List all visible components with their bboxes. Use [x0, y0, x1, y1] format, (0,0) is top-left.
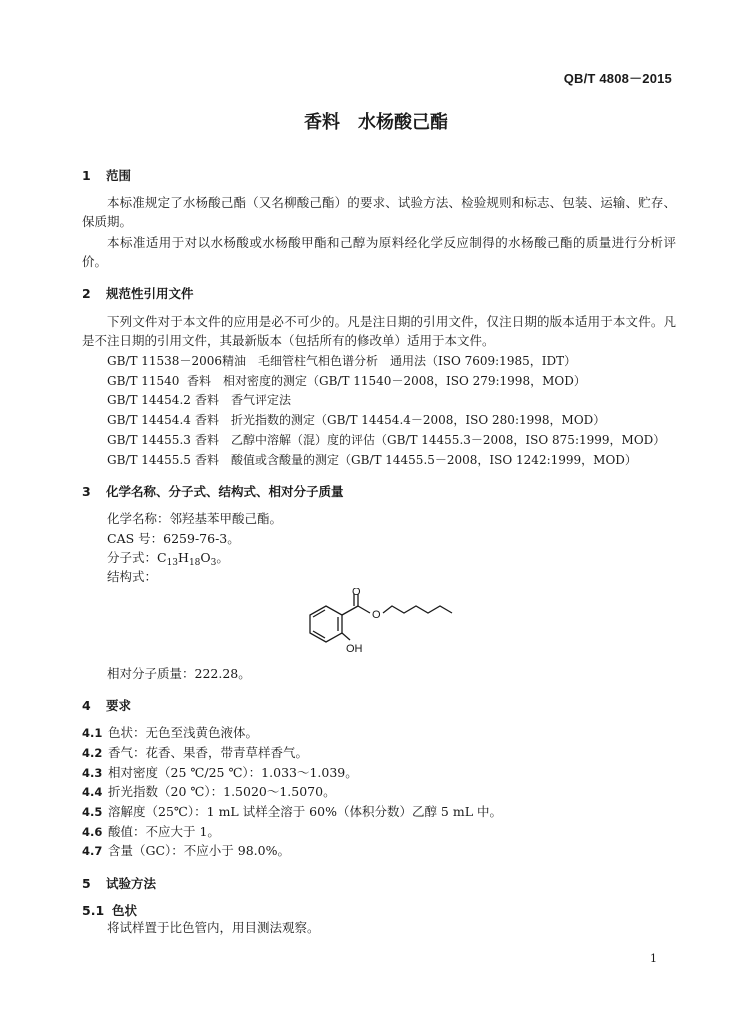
ring-double-bond — [313, 631, 325, 638]
formula-o: O — [200, 550, 211, 565]
section-number: 2 — [82, 286, 91, 301]
section-number: 5 — [82, 876, 91, 891]
section-4-heading — [82, 696, 131, 714]
requirement-item — [82, 802, 502, 820]
document-title: 香料 水杨酸己酯 — [304, 112, 448, 133]
clause-text: 酸值：不应大于 1。 — [108, 824, 220, 839]
reference-item — [107, 451, 637, 468]
scope-paragraph-1: 本标准规定了水杨酸己酯（又名柳酸己酯）的要求、试验方法、检验规则和标志、包装、运输、贮存、保质期。 — [82, 195, 676, 229]
section-number: 4 — [82, 698, 91, 713]
ring-carbonyl-bond — [342, 606, 358, 615]
references-intro: 下列文件对于本文件的应用是必不可少的。凡是注日期的引用文件，仅注日期的版本适用于本文件。凡是不注日期的引用文件，其最新版本（包括所有的修改单）适用于本文件。 — [82, 314, 676, 348]
subsection-title: 色状 — [112, 903, 138, 918]
clause-text: 香气：花香、果香，带青草样香气。 — [108, 745, 309, 760]
clause-number: 4.6 — [82, 825, 103, 839]
ring-double-bond — [313, 610, 325, 617]
ester-oxygen: O — [372, 609, 381, 621]
subsection-5-1-text: 将试样置于比色管内，用目测法观察。 — [107, 920, 320, 935]
hydroxyl-bond — [342, 633, 350, 640]
requirement-item — [82, 822, 220, 840]
reference-text: 香料 香气评定法 — [195, 393, 292, 407]
clause-number: 4.1 — [82, 726, 103, 740]
clause-number: 4.3 — [82, 766, 103, 780]
clause-number: 4.7 — [82, 844, 103, 858]
reference-code: GB/T 14455.5 — [107, 453, 191, 467]
reference-item — [107, 372, 586, 389]
scope-paragraph-2: 本标准适用于对以水杨酸或水杨酸甲酯和己醇为原料经化学反应制得的水杨酸己酯的质量进行分析评价。 — [82, 235, 676, 269]
section-title: 化学名称、分子式、结构式、相对分子质量 — [106, 484, 344, 499]
section-number: 1 — [82, 168, 91, 183]
reference-item — [107, 391, 291, 408]
clause-number: 4.5 — [82, 805, 103, 819]
subsection-number: 5.1 — [82, 903, 105, 918]
section-title: 要求 — [106, 698, 132, 713]
ester-bond — [358, 606, 370, 613]
molar-mass: 相对分子质量：222.28。 — [107, 666, 251, 681]
section-3-heading — [82, 482, 344, 500]
section-1-heading — [82, 166, 131, 184]
reference-code: GB/T 11538－2006 — [107, 354, 222, 368]
structure-label: 结构式： — [107, 569, 158, 584]
reference-text: 香料 折光指数的测定（GB/T 14454.4－2008，ISO 280:1998，MOD） — [195, 413, 606, 427]
standard-number: QB/T 4808－2015 — [563, 71, 672, 86]
hydroxyl-group: OH — [346, 643, 363, 655]
clause-text: 色状：无色至浅黄色液体。 — [108, 725, 259, 740]
benzene-ring — [310, 606, 342, 642]
reference-code: GB/T 14454.2 — [107, 393, 191, 407]
reference-text: 香料 乙醇中溶解（混）度的评估（GB/T 14455.3－2008，ISO 875:1999，MOD） — [195, 433, 666, 447]
reference-text: 精油 毛细管柱气相色谱分析 通用法（ISO 7609:1985，IDT） — [221, 354, 577, 368]
clause-number: 4.2 — [82, 746, 103, 760]
clause-number: 4.4 — [82, 785, 103, 799]
reference-code: GB/T 14454.4 — [107, 413, 191, 427]
reference-code: GB/T 14455.3 — [107, 433, 191, 447]
requirement-item — [82, 763, 358, 781]
reference-item — [107, 431, 665, 448]
formula-end: 。 — [216, 550, 229, 565]
clause-text: 折光指数（20 ℃）：1.5020～1.5070。 — [108, 784, 336, 799]
carbonyl-oxygen: O — [352, 588, 361, 598]
requirement-item — [82, 782, 336, 800]
clause-text: 相对密度（25 ℃/25 ℃）：1.033～1.039。 — [108, 765, 358, 780]
formula-c-count: 13 — [166, 558, 179, 568]
section-title: 范围 — [106, 168, 132, 183]
subsection-5-1-heading — [82, 901, 137, 919]
requirement-item — [82, 723, 258, 741]
reference-text: 香料 酸值或含酸量的测定（GB/T 14455.5－2008，ISO 1242:1999，MOD） — [195, 453, 637, 467]
formula-h-count: 18 — [188, 558, 201, 568]
structural-formula — [290, 588, 470, 658]
requirement-item — [82, 743, 308, 761]
section-2-heading — [82, 284, 194, 302]
clause-text: 含量（GC）：不应小于 98.0%。 — [108, 843, 290, 858]
section-title: 规范性引用文件 — [106, 286, 194, 301]
reference-item — [107, 411, 605, 428]
section-5-heading — [82, 874, 156, 892]
requirement-item — [82, 841, 290, 859]
cas-number: CAS 号：6259-76-3。 — [107, 531, 240, 546]
formula-c: 分子式：C — [107, 550, 167, 565]
formula-h: H — [178, 550, 189, 565]
section-title: 试验方法 — [106, 876, 157, 891]
reference-item — [107, 352, 576, 369]
chemical-name: 化学名称：邻羟基苯甲酸己酯。 — [107, 511, 283, 526]
formula-o-count: 3 — [210, 558, 217, 568]
reference-text: 香料 相对密度的测定（GB/T 11540－2008，ISO 279:1998，MOD） — [187, 374, 586, 388]
page-number: 1 — [650, 952, 657, 965]
reference-code: GB/T 11540 — [107, 374, 180, 388]
clause-text: 溶解度（25℃）：1 mL 试样全溶于 60%（体积分数）乙醇 5 mL 中。 — [108, 804, 502, 819]
hexyl-chain — [383, 606, 452, 613]
section-number: 3 — [82, 484, 91, 499]
